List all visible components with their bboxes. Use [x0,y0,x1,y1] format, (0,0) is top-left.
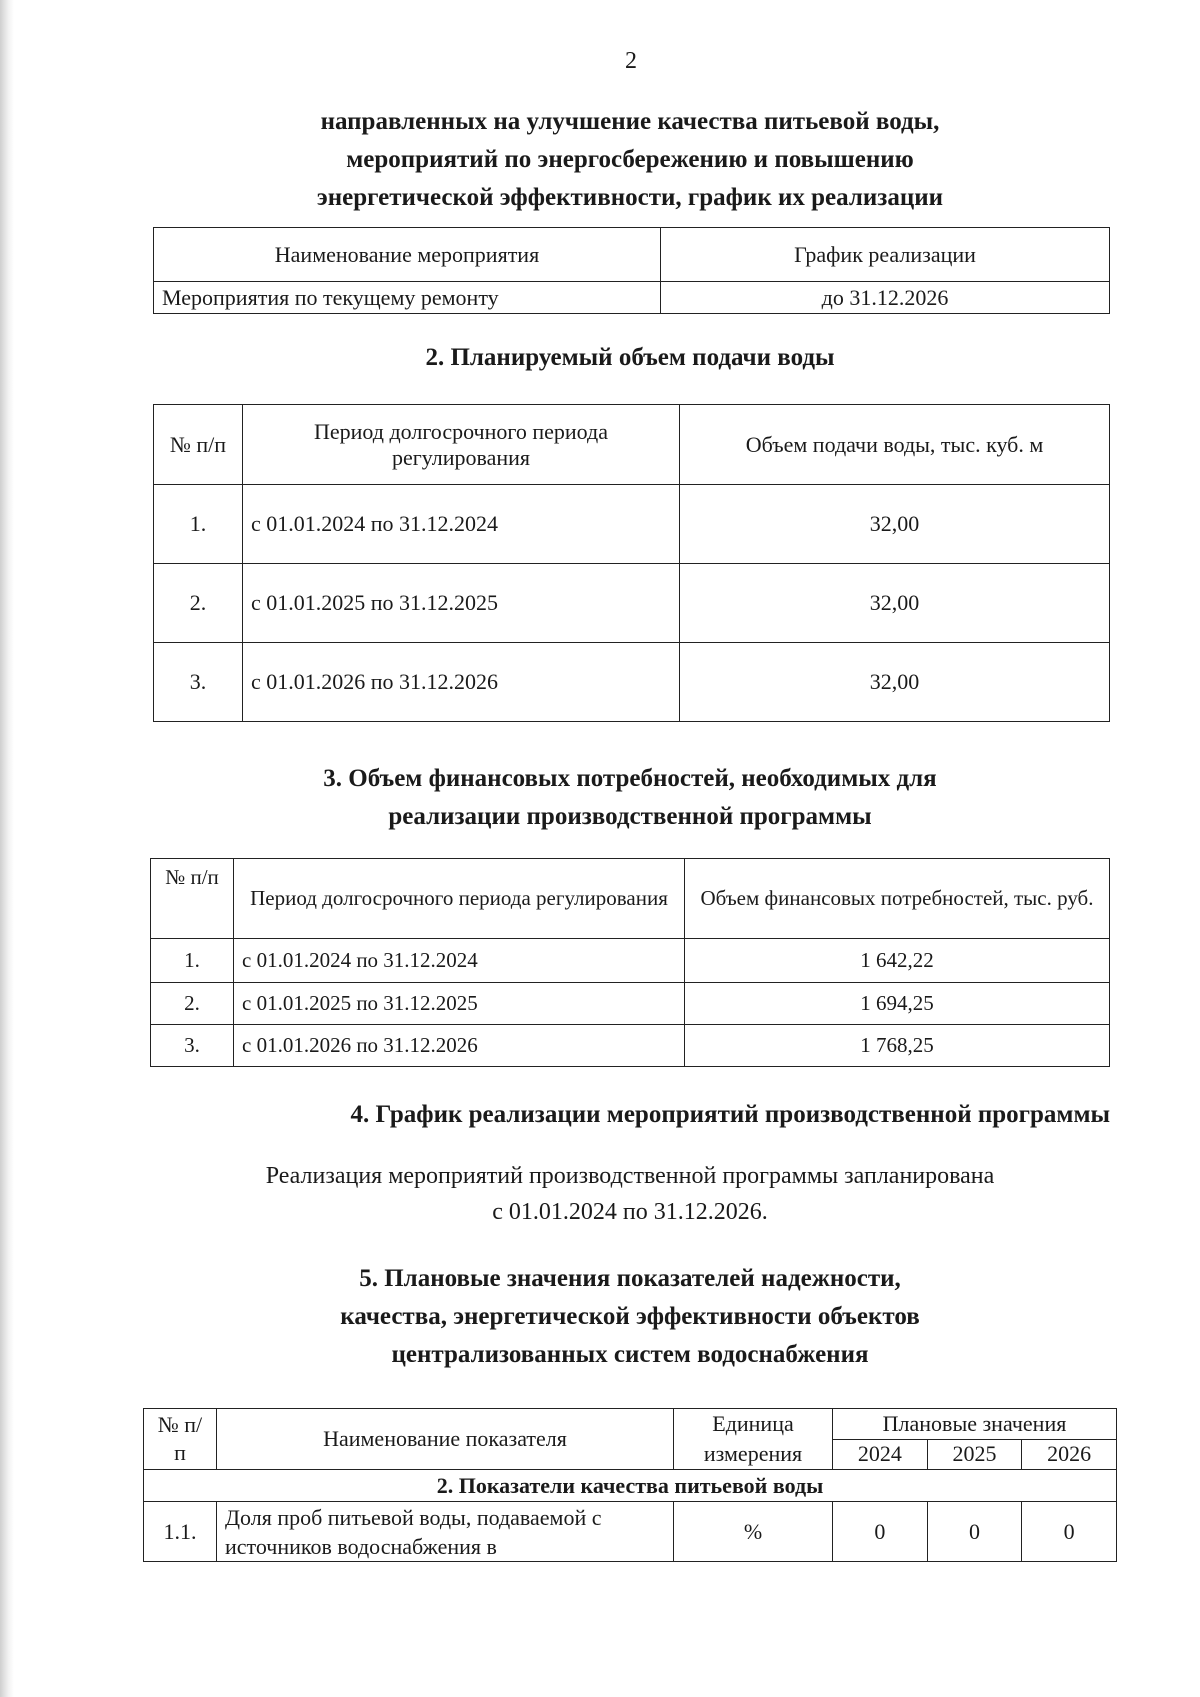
section-4-title [210,1096,1110,1134]
table-row [154,282,1110,314]
section-title-line: реализации производственной программы [388,803,872,830]
row-number: 1. [154,485,243,564]
period-cell: с 01.01.2024 по 31.12.2024 [243,485,680,564]
measure-schedule-cell: до 31.12.2026 [661,282,1110,314]
table-row [144,1502,1117,1562]
heading-line: энергетической эффективности, график их реализации [316,184,944,211]
paragraph-line: с 01.01.2024 по 31.12.2026. [492,1199,768,1225]
page-number: 2 [625,48,637,74]
period-cell: с 01.01.2024 по 31.12.2024 [234,939,685,983]
header-cell: Наименование мероприятия [154,228,661,282]
table-row [151,983,1110,1025]
section-title-line: 3. Объем финансовых потребностей, необходимых для [323,765,937,792]
volume-cell: 32,00 [680,643,1110,722]
header-cell: № п/п [154,405,243,485]
header-cell: № п/п [151,859,234,939]
paragraph-line: Реализация мероприятий производственной программы запланирована [265,1163,995,1189]
header-cell: № п/п [144,1409,217,1470]
measures-table [153,227,1110,314]
heading-measures [150,103,1110,217]
volume-cell: 32,00 [680,564,1110,643]
amount-cell: 1 768,25 [685,1025,1110,1067]
table-header-row [154,405,1110,485]
section-title-text: 4. График реализации мероприятий производственной программы [350,1101,1110,1128]
table-header-row [154,228,1110,282]
header-cell: Единица измерения [674,1409,833,1470]
section-title-line: качества, энергетической эффективности объектов [340,1303,920,1330]
row-number: 2. [151,983,234,1025]
value-cell: 0 [927,1502,1022,1562]
period-cell: с 01.01.2026 по 31.12.2026 [243,643,680,722]
section-title-line: 5. Плановые значения показателей надежности, [359,1265,901,1292]
unit-cell: % [674,1502,833,1562]
table-header-row [151,859,1110,939]
heading-line: направленных на улучшение качества питьевой воды, [320,108,940,135]
indicator-name-cell: Доля проб питьевой воды, подаваемой с источников водоснабжения в [217,1502,674,1562]
group-title-cell: 2. Показатели качества питьевой воды [144,1470,1117,1502]
header-cell: Период долгосрочного периода регулирования [243,405,680,485]
volume-cell: 32,00 [680,485,1110,564]
row-number: 3. [151,1025,234,1067]
header-cell: Период долгосрочного периода регулирования [234,859,685,939]
section-title-line: централизованных систем водоснабжения [391,1341,869,1368]
section-4-text [150,1158,1110,1230]
table-header-row [144,1409,1117,1440]
year-header-cell: 2024 [833,1439,928,1470]
header-cell: Объем подачи воды, тыс. куб. м [680,405,1110,485]
table-row [154,485,1110,564]
header-cell: Наименование показателя [217,1409,674,1470]
table-row [151,1025,1110,1067]
amount-cell: 1 694,25 [685,983,1110,1025]
heading-line: мероприятий по энергосбережению и повышению [346,146,914,173]
row-number: 1.1. [144,1502,217,1562]
header-cell: График реализации [661,228,1110,282]
value-cell: 0 [1022,1502,1117,1562]
period-cell: с 01.01.2025 по 31.12.2025 [243,564,680,643]
amount-cell: 1 642,22 [685,939,1110,983]
row-number: 3. [154,643,243,722]
section-5-title [150,1260,1110,1374]
table-row [154,564,1110,643]
indicators-table [143,1408,1117,1562]
value-cell: 0 [833,1502,928,1562]
header-cell: Плановые значения [833,1409,1117,1440]
measure-name-cell: Мероприятия по текущему ремонту [154,282,661,314]
section-3-title [150,760,1110,836]
row-number: 1. [151,939,234,983]
table-row [154,643,1110,722]
row-number: 2. [154,564,243,643]
financial-needs-table [150,858,1110,1067]
table-row [151,939,1110,983]
period-cell: с 01.01.2025 по 31.12.2025 [234,983,685,1025]
scan-edge-shadow [0,0,14,1697]
year-header-cell: 2026 [1022,1439,1117,1470]
water-volume-table [153,404,1110,722]
group-title-row [144,1470,1117,1502]
header-cell: Объем финансовых потребностей, тыс. руб. [685,859,1110,939]
section-2-title [150,339,1110,377]
section-title-text: 2. Планируемый объем подачи воды [425,344,835,371]
period-cell: с 01.01.2026 по 31.12.2026 [234,1025,685,1067]
year-header-cell: 2025 [927,1439,1022,1470]
